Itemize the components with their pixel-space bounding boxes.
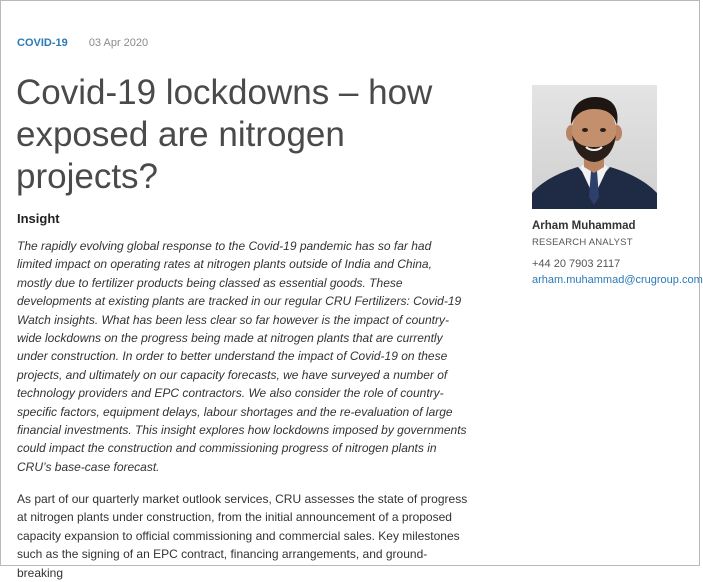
author-photo	[532, 85, 657, 209]
article-title: Covid-19 lockdowns – how exposed are nitrogen projects?	[16, 73, 433, 196]
author-phone[interactable]: +44 20 7903 2117	[532, 258, 621, 270]
section-heading: Insight	[17, 211, 60, 226]
insight-summary: The rapidly evolving global response to the Covid-19 pandemic has so far had limited impact on operating rates at nitrogen plants outside of India and China, mostly due to fertilizer products being classed as essential goods. These developments at existing plants are tracked in our regular CRU Fertilizers: Covid-19 Watch insights. What has been less clear so far however is the impact of country-wide lockdowns on the progress being made at nitrogen plants that are currently under construction. In order to better understand the impact of Covid-19 on these projects, and ultimately on our capacity forecasts, we have surveyed a number of technology providers and EPC contractors. We also consider the role of country-specific factors, equipment delays, labour shortages and the re-evaluation of large financial investments. This insight explores how lockdowns imposed by governments could impact the construction and commissioning progress of nitrogen plants in CRU’s base-case forecast.	[17, 239, 467, 474]
publish-date: 03 Apr 2020	[88, 37, 149, 49]
author-portrait-icon	[532, 85, 657, 209]
author-role: RESEARCH ANALYST	[532, 237, 633, 248]
author-email-link[interactable]: arham.muhammad@crugroup.com	[532, 274, 703, 286]
category-tag[interactable]: COVID-19	[17, 37, 68, 49]
article-meta	[17, 37, 148, 49]
author-name: Arham Muhammad	[532, 220, 636, 232]
article-body: As part of our quarterly market outlook services, CRU assesses the state of progress at nitrogen plants under construction, from the initial announcement of a proposed capacity expansion to official commissioning and commercial sales. Key milestones such as the signing of an EPC contract, financing arrangements, and ground-breaking	[17, 492, 468, 580]
